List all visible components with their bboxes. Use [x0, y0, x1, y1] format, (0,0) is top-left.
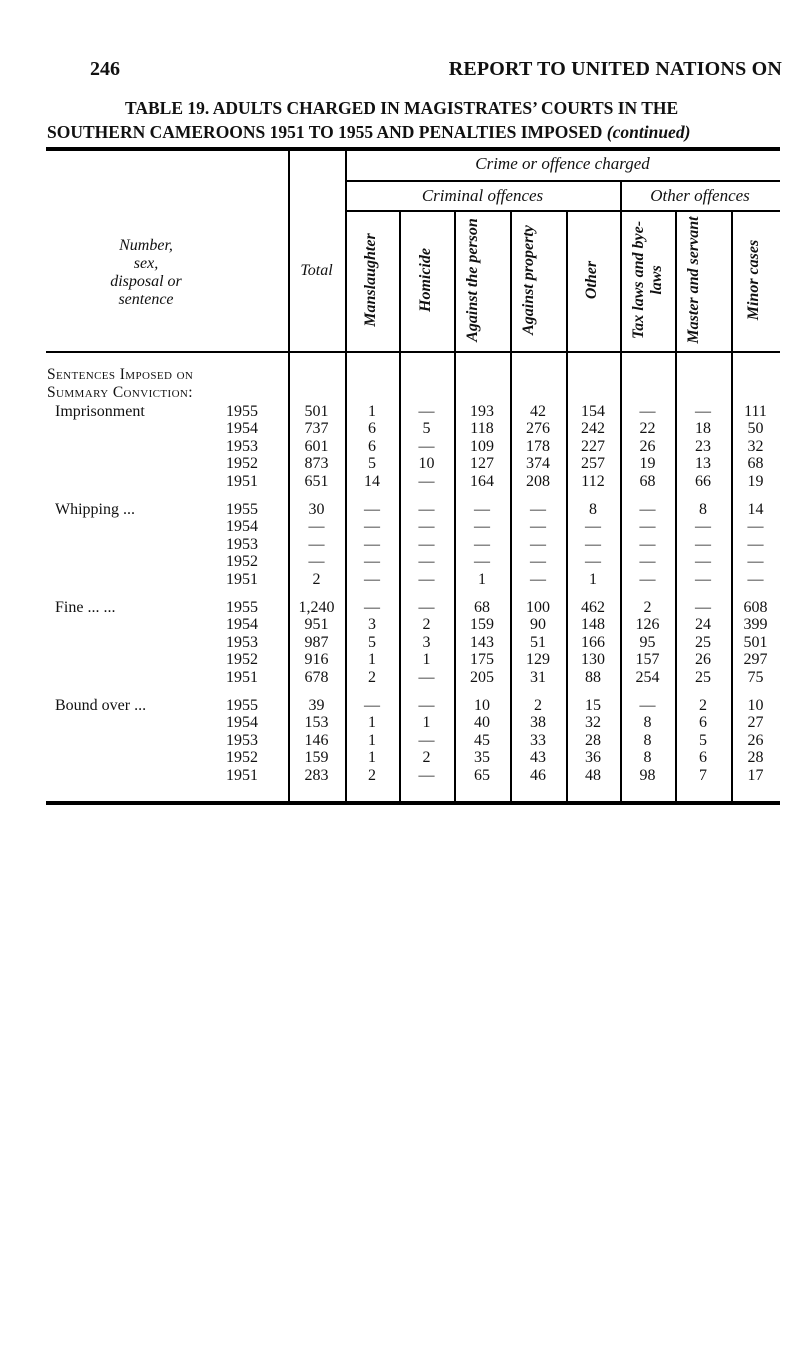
table-cell: — — [418, 437, 435, 455]
table-cell: — — [364, 518, 380, 536]
table-cell: — — [695, 535, 711, 553]
row-year: 1955 — [226, 403, 258, 420]
table-cell: — — [639, 518, 656, 536]
table-cell: — — [364, 553, 380, 571]
table-cell: 95 — [639, 633, 656, 651]
table-cell: 90 — [530, 616, 546, 634]
table-cell: — — [695, 599, 711, 616]
table-cell: 28 — [585, 731, 601, 749]
table-cell: — — [418, 535, 435, 553]
table-cell: 8 — [643, 749, 652, 767]
table-cell: 242 — [581, 420, 605, 438]
row-year: 1955 — [226, 599, 258, 616]
table-cell: 254 — [635, 668, 660, 686]
table-cell: 15 — [585, 697, 601, 714]
table-cell: 48 — [585, 766, 601, 784]
table-cell: 1 — [422, 714, 431, 732]
table-cell: — — [639, 403, 656, 420]
subgroup-rule — [345, 210, 780, 212]
table-cell: 164 — [470, 472, 494, 490]
table-cell: — — [418, 731, 435, 749]
table-cell: — — [418, 697, 435, 714]
table-cell: 40 — [474, 714, 490, 732]
table-cell: 178 — [526, 437, 550, 455]
table-cell: 1,240 — [298, 599, 335, 616]
table-cell: 1 — [368, 731, 376, 749]
table-cell: 118 — [470, 420, 494, 438]
table-cell: 88 — [585, 668, 601, 686]
table-cell: 951 — [304, 616, 329, 634]
col-header-against-person: Against the person — [464, 218, 481, 342]
table-cell: 2 — [643, 599, 652, 616]
table-cell: 5 — [368, 633, 376, 651]
table-cell: — — [418, 599, 435, 616]
table-cell: — — [418, 766, 435, 784]
table-cell: — — [695, 553, 711, 571]
table-cell: 43 — [530, 749, 546, 767]
table-cell: 32 — [585, 714, 601, 732]
table-cell: 5 — [699, 731, 707, 749]
other-offences-header: Other offences — [650, 186, 750, 205]
table-cell: 154 — [581, 403, 605, 420]
table-cell: 126 — [635, 616, 660, 634]
table-cell: 46 — [530, 766, 546, 784]
table-cell: — — [639, 535, 656, 553]
row-year: 1954 — [226, 714, 258, 732]
table-cell: — — [747, 518, 764, 536]
table-cell: 19 — [639, 455, 656, 473]
row-year: 1952 — [226, 553, 258, 571]
table-cell: 14 — [747, 501, 764, 518]
table-cell: 678 — [304, 668, 329, 686]
table-cell: 501 — [304, 403, 329, 420]
table-cell: — — [308, 535, 325, 553]
group-label: Imprisonment — [55, 403, 145, 420]
table-cell: 33 — [530, 731, 546, 749]
table-cell: 28 — [747, 749, 764, 767]
table-cell: 39 — [308, 697, 325, 714]
table-cell: 159 — [470, 616, 494, 634]
table-cell: 159 — [304, 749, 329, 767]
table-cell: 297 — [743, 651, 768, 669]
table-cell: — — [364, 697, 380, 714]
table-cell: 36 — [585, 749, 601, 767]
table-cell: — — [639, 570, 656, 588]
table-cell: 8 — [589, 501, 597, 518]
table-cell: 24 — [695, 616, 711, 634]
table-cell: 14 — [364, 472, 380, 490]
col-header-other: Other — [583, 260, 600, 300]
table-cell: 65 — [474, 766, 490, 784]
table-cell: 98 — [639, 766, 656, 784]
table-cell: 66 — [695, 472, 711, 490]
col-header-master-servant: Master and servant — [685, 216, 702, 344]
row-year: 1952 — [226, 455, 258, 473]
table-cell: 25 — [695, 668, 711, 686]
table-cell: — — [418, 403, 435, 420]
row-year: 1951 — [226, 570, 258, 588]
header-bottom-rule — [46, 351, 780, 353]
table-cell: 166 — [581, 633, 605, 651]
crime-group-rule — [345, 180, 780, 182]
row-year: 1953 — [226, 633, 258, 651]
table-cell: — — [308, 553, 325, 571]
table-cell: — — [639, 553, 656, 571]
table-cell: — — [308, 518, 325, 536]
table-cell: 146 — [304, 731, 329, 749]
table-cell: 193 — [470, 403, 494, 420]
row-year: 1955 — [226, 697, 258, 714]
table-cell: 51 — [530, 633, 546, 651]
table-title-line1: TABLE 19. ADULTS CHARGED IN MAGISTRATES’ COURTS IN THE — [125, 98, 679, 118]
table-cell: 873 — [304, 455, 329, 473]
row-year: 1951 — [226, 766, 258, 784]
table-cell: 42 — [530, 403, 546, 420]
table-cell: — — [695, 570, 711, 588]
group-label: Fine ... ... — [55, 599, 116, 616]
table-cell: 31 — [530, 668, 546, 686]
table-cell: — — [474, 553, 490, 571]
table-cell: — — [418, 553, 435, 571]
table-cell: 112 — [581, 472, 605, 490]
table-cell: 26 — [747, 731, 764, 749]
table-cell: 1 — [422, 651, 431, 669]
table-cell: 8 — [699, 501, 707, 518]
row-year: 1953 — [226, 535, 258, 553]
col-header-homicide: Homicide — [417, 248, 434, 312]
table-cell: 3 — [422, 633, 431, 651]
page-number: 246 — [90, 58, 120, 80]
table-cell: 45 — [474, 731, 490, 749]
criminal-offences-header: Criminal offences — [421, 186, 544, 205]
table-cell: 2 — [368, 766, 376, 784]
table-cell: 35 — [474, 749, 490, 767]
table-cell: 10 — [418, 455, 435, 473]
table-cell: 27 — [747, 714, 764, 732]
table-cell: 601 — [304, 437, 329, 455]
running-head: REPORT TO UNITED NATIONS ON — [448, 58, 782, 80]
table-cell: 30 — [308, 501, 325, 518]
table-cell: 399 — [743, 616, 768, 634]
table-cell: 2 — [422, 616, 431, 634]
stub-header: Number, sex, disposal or sentence — [110, 237, 182, 308]
table-cell: — — [364, 570, 380, 588]
table-cell: 2 — [368, 668, 376, 686]
group-label: Bound over ... — [55, 697, 147, 714]
col-header-minor-cases: Minor cases — [745, 239, 762, 321]
table-cell: 6 — [368, 420, 376, 438]
table-cell: 130 — [581, 651, 605, 669]
table-cell: 18 — [695, 420, 711, 438]
table-cell: — — [418, 501, 435, 518]
table-cell: 157 — [635, 651, 660, 669]
table-cell: 1 — [368, 651, 376, 669]
row-year: 1951 — [226, 472, 258, 490]
table-cell: 6 — [368, 437, 376, 455]
table-cell: 3 — [368, 616, 376, 634]
table-cell: 143 — [470, 633, 494, 651]
table-cell: 5 — [422, 420, 431, 438]
table-cell: — — [747, 535, 764, 553]
table-cell: — — [747, 570, 764, 588]
table-cell: 75 — [747, 668, 764, 686]
table-cell: 153 — [304, 714, 329, 732]
table-cell: — — [585, 553, 601, 571]
table-cell: 501 — [743, 633, 768, 651]
col-header-tax-laws: Tax laws and bye-laws — [630, 220, 665, 340]
table-cell: — — [474, 535, 490, 553]
table-cell: 916 — [304, 651, 329, 669]
group-label: Whipping ... — [55, 501, 135, 518]
table-cell: 32 — [747, 437, 764, 455]
table-cell: 1 — [589, 570, 597, 588]
table-cell: 6 — [699, 714, 707, 732]
table-cell: 208 — [526, 472, 550, 490]
table-title-continued: (continued) — [606, 122, 691, 142]
table-cell: 68 — [747, 455, 764, 473]
table-cell: 651 — [304, 472, 329, 490]
table-cell: 1 — [368, 749, 376, 767]
table-cell: — — [695, 518, 711, 536]
table-cell: 2 — [534, 697, 542, 714]
table-bottom-rule — [46, 801, 780, 805]
table-cell: — — [364, 599, 380, 616]
col-header-against-property: Against property — [520, 225, 537, 335]
col-header-manslaughter: Manslaughter — [362, 233, 379, 327]
table-cell: — — [585, 518, 601, 536]
table-cell: 462 — [581, 599, 605, 616]
table-cell: — — [418, 472, 435, 490]
crime-group-header: Crime or offence charged — [475, 154, 650, 173]
row-year: 1953 — [226, 437, 258, 455]
row-year: 1954 — [226, 518, 258, 536]
table-cell: — — [530, 535, 546, 553]
table-cell: — — [474, 501, 490, 518]
table-cell: 987 — [304, 633, 329, 651]
table-cell: — — [530, 501, 546, 518]
table-cell: 38 — [530, 714, 546, 732]
table-cell: — — [418, 570, 435, 588]
table-cell: 68 — [639, 472, 656, 490]
table-cell: 26 — [695, 651, 711, 669]
table-cell: 2 — [699, 697, 707, 714]
table-cell: — — [474, 518, 490, 536]
table-top-rule — [46, 147, 780, 151]
table-cell: 1 — [478, 570, 486, 588]
table-cell: 257 — [581, 455, 605, 473]
table-cell: 25 — [695, 633, 711, 651]
table-title — [47, 96, 785, 144]
table-cell: 19 — [747, 472, 764, 490]
table-cell: 7 — [699, 766, 707, 784]
table-cell: 148 — [581, 616, 605, 634]
total-header: Total — [300, 262, 333, 279]
table-cell: 608 — [743, 599, 768, 616]
table-cell: — — [530, 570, 546, 588]
table-cell: 737 — [304, 420, 329, 438]
table-cell: 8 — [643, 731, 652, 749]
table-cell: 10 — [747, 697, 764, 714]
table-cell: 26 — [639, 437, 656, 455]
table-cell: 283 — [304, 766, 329, 784]
table-cell: — — [530, 518, 546, 536]
table-cell: 68 — [474, 599, 490, 616]
table-cell: 227 — [581, 437, 605, 455]
section-heading-line2: Summary Conviction: — [47, 384, 193, 401]
table-cell: — — [639, 697, 656, 714]
table-cell: 2 — [422, 749, 431, 767]
table-cell: 276 — [526, 420, 550, 438]
table-cell: — — [639, 501, 656, 518]
row-year: 1952 — [226, 651, 258, 669]
table-cell: — — [364, 501, 380, 518]
table-cell: 175 — [470, 651, 494, 669]
row-year: 1954 — [226, 420, 258, 438]
section-heading-line1: Sentences Imposed on — [47, 366, 194, 383]
table-cell: 129 — [526, 651, 550, 669]
table-cell: 374 — [526, 455, 550, 473]
row-year: 1954 — [226, 616, 258, 634]
table-cell: — — [695, 403, 711, 420]
table-cell: 109 — [470, 437, 494, 455]
table-cell: 100 — [526, 599, 550, 616]
table-cell: 127 — [470, 455, 494, 473]
table-cell: — — [418, 518, 435, 536]
table-cell: 22 — [639, 420, 656, 438]
table-cell: 5 — [368, 455, 376, 473]
table-cell: 8 — [643, 714, 652, 732]
table-cell: 1 — [368, 714, 376, 732]
row-year: 1951 — [226, 668, 258, 686]
table-cell: — — [418, 668, 435, 686]
table-cell: — — [364, 535, 380, 553]
table-cell: — — [585, 535, 601, 553]
table-cell: 2 — [312, 570, 321, 588]
table-cell: 1 — [368, 403, 376, 420]
table-cell: 17 — [747, 766, 764, 784]
table-cell: 111 — [744, 403, 767, 420]
row-year: 1955 — [226, 501, 258, 518]
table-cell: 10 — [474, 697, 490, 714]
table-cell: 205 — [470, 668, 494, 686]
row-year: 1953 — [226, 731, 258, 749]
table-cell: — — [747, 553, 764, 571]
table-cell: — — [530, 553, 546, 571]
table-cell: 50 — [747, 420, 764, 438]
table-title-line2: SOUTHERN CAMEROONS 1951 TO 1955 AND PENALTIES IMPOSED (continued) — [47, 122, 691, 142]
table-cell: 23 — [695, 437, 711, 455]
table-cell: 6 — [699, 749, 707, 767]
row-year: 1952 — [226, 749, 258, 767]
table-cell: 13 — [695, 455, 711, 473]
